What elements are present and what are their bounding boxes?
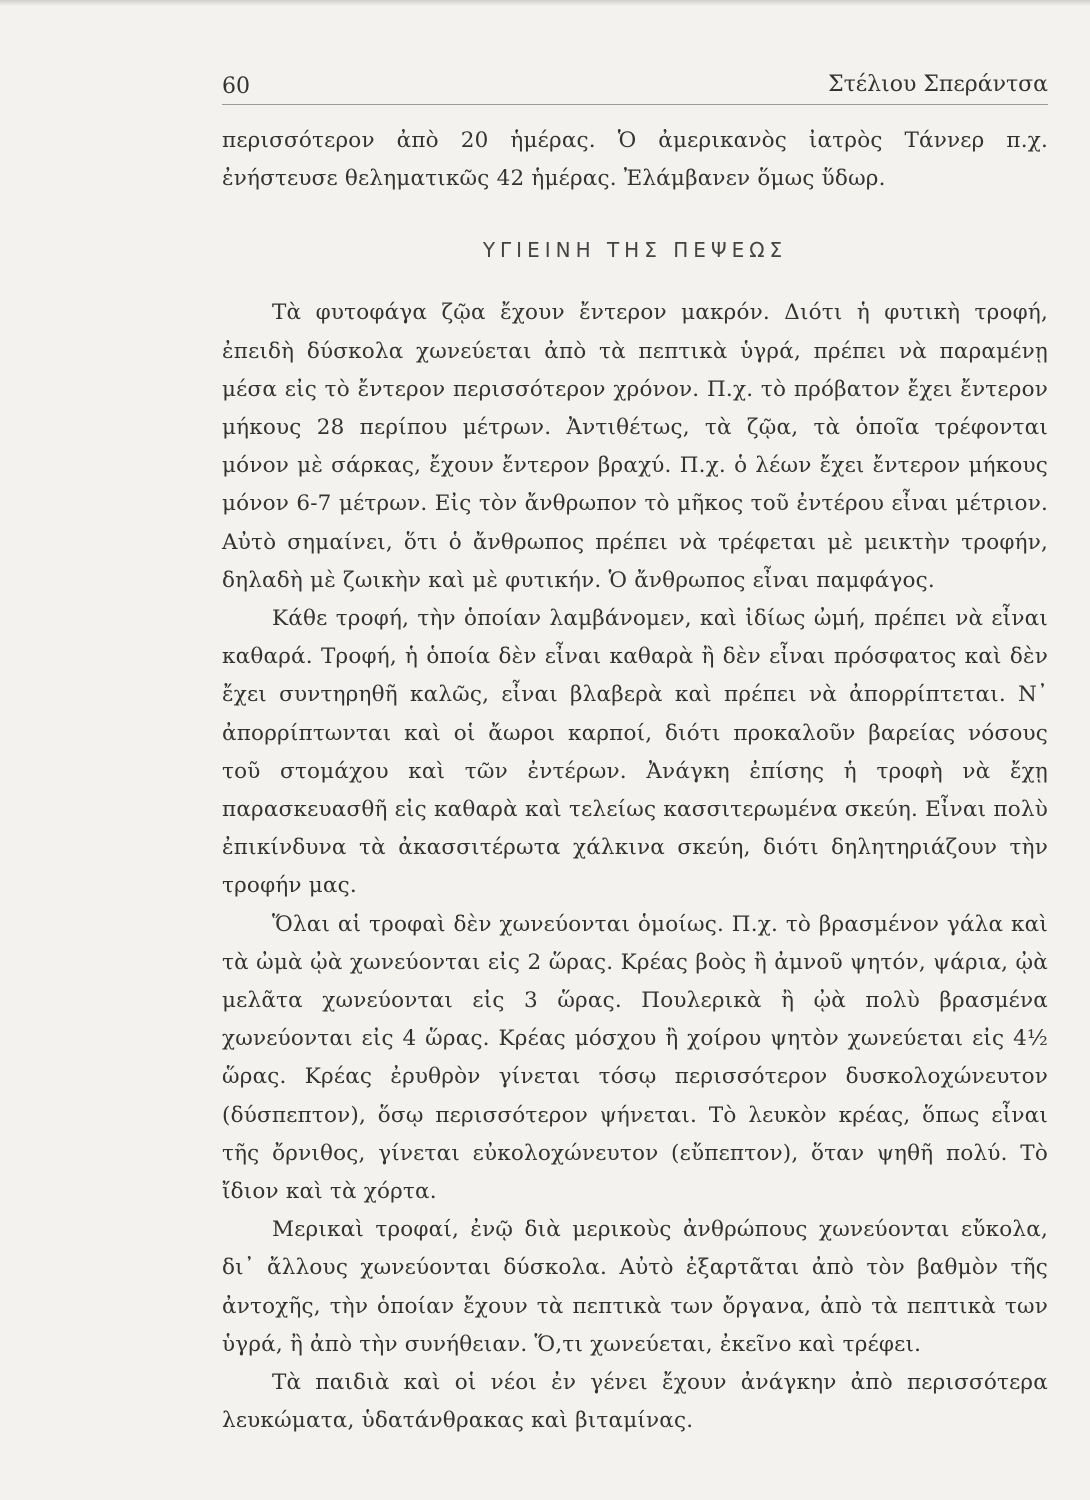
section-heading: ΥΓΙΕΙΝΗ ΤΗΣ ΠΕΨΕΩΣ xyxy=(482,238,788,263)
page-edge-shadow xyxy=(0,0,1090,6)
body-text xyxy=(222,122,1048,1441)
running-title: Στέλιου Σπεράντσα xyxy=(828,72,1048,97)
running-header xyxy=(222,70,1048,104)
page-number: 60 xyxy=(222,74,250,99)
paragraph: Τὰ παιδιὰ καὶ οἱ νέοι ἐν γένει ἔχουν ἀνάγκην ἀπὸ περισσότερα λευκώματα, ὑδατάνθρακας καὶ βιταμίνας. xyxy=(222,1370,1048,1434)
paragraph: Ὅλαι αἱ τροφαὶ δὲν χωνεύονται ὁμοίως. Π.χ. τὸ βρασμένον γάλα καὶ τὰ ὠμὰ ᾠὰ χωνεύονται εἰς 2 ὥρας. Κρέας βοὸς ἢ ἀμνοῦ ψητόν, ψάρια, ᾠὰ μελᾶτα χωνεύονται εἰς 3 ὥρας. Πουλερικὰ ἢ ᾠὰ πολὺ βρασμένα χωνεύονται εἰς 4 ὥρας. Κρέας μόσχου ἢ χοίρου ψητὸν χωνεύεται εἰς 4½ ὥρας. Κρέας ἐρυθρὸν γίνεται τόσῳ περισσότερον δυσκολοχώνευτον (δύσπεπτον), ὅσῳ περισσότερον ψήνεται. Τὸ λευκὸν κρέας, ὅπως εἶναι τῆς ὄρνιθος, γίνεται εὐκολοχώνευτον (εὔπεπτον), ὅταν ψηθῆ πολύ. Τὸ ἴδιον καὶ τὰ χόρτα. xyxy=(222,911,1048,1205)
paragraph: Κάθε τροφή, τὴν ὁποίαν λαμβάνομεν, καὶ ἰδίως ὠμή, πρέπει νὰ εἶναι καθαρά. Τροφή, ἡ ὁποία δὲν εἶναι καθαρὰ ἢ δὲν εἶναι πρόσφατος καὶ δὲν ἔχει συντηρηθῆ καλῶς, εἶναι βλαβερὰ καὶ πρέπει νὰ ἀπορρίπτεται. Ν᾿ ἀπορρίπτωνται καὶ οἱ ἄωροι καρποί, διότι προκαλοῦν βαρείας νόσους τοῦ στομάχου καὶ τῶν ἐντέρων. Ἀνάγκη ἐπίσης ἡ τροφὴ νὰ ἔχῃ παρασκευασθῆ εἰς καθαρὰ καὶ τελείως κασσιτερωμένα σκεύη. Εἶναι πολὺ ἐπικίνδυνα τὰ ἀκασσιτέρωτα χάλκινα σκεύη, διότι δηλητηριάζουν τὴν τροφήν μας. xyxy=(222,606,1048,899)
header-rule xyxy=(222,104,1048,105)
continuation-paragraph: περισσότερον ἀπὸ 20 ἡμέρας. Ὁ ἀμερικανὸς ἰατρὸς Τάννερ π.χ. ἐνήστευσε θεληματικῶς 42 ἡμέρας. Ἐλάμβανεν ὅμως ὕδωρ. xyxy=(222,128,1048,192)
paragraph: Μερικαὶ τροφαί, ἐνῷ διὰ μερικοὺς ἀνθρώπους χωνεύονται εὔκολα, δι᾿ ἄλλους χωνεύονται δύσκολα. Αὐτὸ ἐξαρτᾶται ἀπὸ τὸν βαθμὸν τῆς ἀντοχῆς, τὴν ὁποίαν ἔχουν τὰ πεπτικὰ των ὄργανα, ἀπὸ τὰ πεπτικὰ των ὑγρά, ἢ ἀπὸ τὴν συνήθειαν. Ὅ,τι χωνεύεται, ἐκεῖνο καὶ τρέφει. xyxy=(222,1217,1048,1357)
paragraph: Τὰ φυτοφάγα ζῷα ἔχουν ἔντερον μακρόν. Διότι ἡ φυτικὴ τροφή, ἐπειδὴ δύσκολα χωνεύεται ἀπὸ τὰ πεπτικὰ ὑγρά, πρέπει νὰ παραμένῃ μέσα εἰς τὸ ἔντερον περισσότερον χρόνον. Π.χ. τὸ πρόβατον ἔχει ἔντερον μήκους 28 περίπου μέτρων. Ἀντιθέτως, τὰ ζῷα, τὰ ὁποῖα τρέφονται μόνον μὲ σάρκας, ἔχουν ἔντερον βραχύ. Π.χ. ὁ λέων ἔχει ἔντερον μήκους μόνον 6-7 μέτρων. Εἰς τὸν ἄνθρωπον τὸ μῆκος τοῦ ἐντέρου εἶναι μέτριον. Αὐτὸ σημαίνει, ὅτι ὁ ἄνθρωπος πρέπει νὰ τρέφεται μὲ μεικτὴν τροφήν, δηλαδὴ μὲ ζωικὴν καὶ μὲ φυτικήν. Ὁ ἄνθρωπος εἶναι παμφάγος. xyxy=(222,300,1048,593)
